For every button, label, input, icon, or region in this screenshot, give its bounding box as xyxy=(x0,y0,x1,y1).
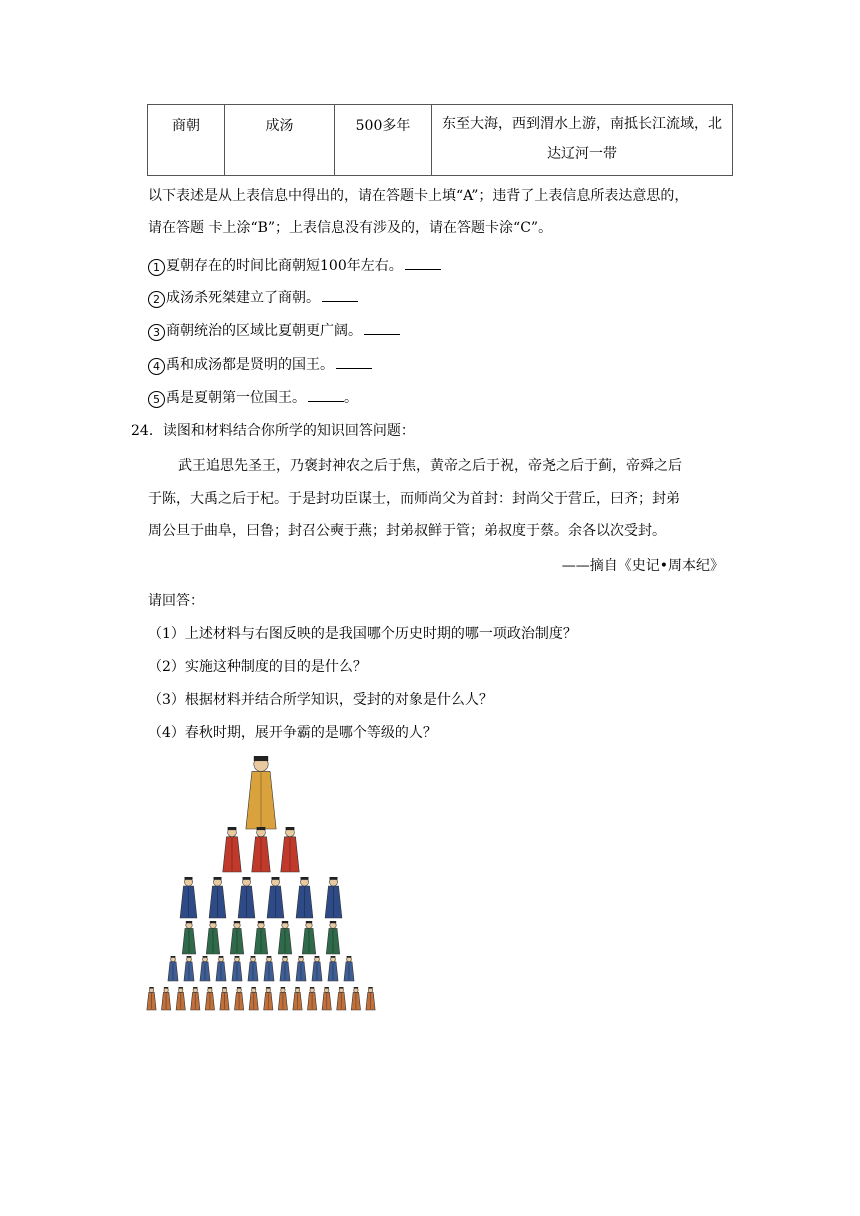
pyramid-figure-tier-2 xyxy=(223,827,241,872)
pyramid-figure-tier-4 xyxy=(206,921,219,954)
pyramid-figure-tier-5 xyxy=(328,956,338,981)
territory-cell xyxy=(432,105,733,176)
number-circle-4: 4 xyxy=(148,358,165,375)
sub-question-4: （4）春秋时期，展开争霸的是哪个等级的人？ xyxy=(148,725,437,741)
number-circle-1: 1 xyxy=(148,259,165,276)
answer-blank-5[interactable] xyxy=(308,388,344,402)
pyramid-figure-tier-4 xyxy=(230,921,243,954)
answer-blank-2[interactable] xyxy=(322,288,358,302)
number-circle-3: 3 xyxy=(148,324,165,341)
pyramid-figure-tier-5 xyxy=(280,956,290,981)
dynasty-table xyxy=(147,104,733,176)
pyramid-figure-tier-6 xyxy=(278,987,287,1010)
pyramid-figure-tier-3 xyxy=(238,877,255,918)
instruction-line-1: 以下表述是从上表信息中得出的，请在答题卡上填“A”；违背了上表信息所表达意思的， xyxy=(148,188,689,204)
pyramid-figure-tier-6 xyxy=(161,987,170,1010)
pyramid-figure-tier-6 xyxy=(249,987,258,1010)
statement-4-text: 禹和成汤都是贤明的国王。 xyxy=(166,357,334,373)
pyramid-figure-tier-4 xyxy=(302,921,315,954)
table-row xyxy=(148,105,733,176)
statement-2 xyxy=(148,288,358,308)
sub-question-1: （1）上述材料与右图反映的是我国哪个历史时期的哪一项政治制度？ xyxy=(148,626,577,642)
pyramid-figure-tier-6 xyxy=(147,987,156,1010)
statement-1 xyxy=(148,256,441,276)
pyramid-figure-tier-6 xyxy=(337,987,346,1010)
pyramid-figure-tier-3 xyxy=(325,877,342,918)
pyramid-figure-tier-4 xyxy=(326,921,339,954)
territory-line-1: 东至大海，西到渭水上游，南抵长江流域，北 xyxy=(442,116,722,132)
pyramid-figure-tier-5 xyxy=(296,956,306,981)
pyramid-figure-tier-6 xyxy=(191,987,200,1010)
pyramid-figure-tier-5 xyxy=(344,956,354,981)
pyramid-figure-tier-6 xyxy=(234,987,243,1010)
territory-line-2: 达辽河一带 xyxy=(547,146,617,162)
material-line-3: 周公旦于曲阜，曰鲁；封召公奭于燕；封弟叔鲜于管；弟叔度于蔡。余各以次受封。 xyxy=(148,523,666,539)
statement-5 xyxy=(148,388,358,408)
pyramid-figure-tier-5 xyxy=(168,956,178,981)
pyramid-figure-tier-6 xyxy=(351,987,360,1010)
sub-question-3: （3）根据材料并结合所学知识，受封的对象是什么人？ xyxy=(148,692,493,708)
pyramid-figure-tier-6 xyxy=(264,987,273,1010)
founder-cell: 成汤 xyxy=(225,105,335,176)
pyramid-figure-tier-5 xyxy=(248,956,258,981)
number-circle-5: 5 xyxy=(148,391,165,408)
statement-2-text: 成汤杀死桀建立了商朝。 xyxy=(166,290,320,306)
statement-5-suffix: 。 xyxy=(344,390,358,406)
pyramid-figure-tier-5 xyxy=(200,956,210,981)
pyramid-figure-tier-4 xyxy=(278,921,291,954)
pyramid-figure-tier-6 xyxy=(322,987,331,1010)
question-24-title: 24．读图和材料结合你所学的知识回答问题： xyxy=(131,423,415,439)
pyramid-figure-tier-5 xyxy=(264,956,274,981)
duration-cell: 500多年 xyxy=(335,105,432,176)
number-circle-2: 2 xyxy=(148,291,165,308)
pyramid-figure-tier-5 xyxy=(216,956,226,981)
pyramid-figure-tier-6 xyxy=(307,987,316,1010)
dynasty-cell: 商朝 xyxy=(148,105,225,176)
instruction-line-2: 请在答题 卡上涂“B”；上表信息没有涉及的，请在答题卡涂“C”。 xyxy=(148,220,553,236)
material-line-2: 于陈，大禹之后于杞。于是封功臣谋士，而师尚父为首封：封尚父于营丘，曰齐；封弟 xyxy=(148,491,680,507)
pyramid-figure-tier-5 xyxy=(312,956,322,981)
answer-blank-3[interactable] xyxy=(364,321,400,335)
material-line-1: 武王追思先圣王，乃褒封神农之后于焦，黄帝之后于祝，帝尧之后于蓟，帝舜之后 xyxy=(178,458,682,474)
pyramid-figure-tier-2 xyxy=(281,827,299,872)
enfeoffment-pyramid-image xyxy=(145,755,385,1015)
answer-blank-1[interactable] xyxy=(405,256,441,270)
pyramid-figure-tier-3 xyxy=(209,877,226,918)
sub-question-2: （2）实施这种制度的目的是什么？ xyxy=(148,659,367,675)
statement-1-text: 夏朝存在的时间比商朝短100年左右。 xyxy=(166,258,403,274)
pyramid-figure-tier-6 xyxy=(205,987,214,1010)
material-source: ——摘自《史记•周本纪》 xyxy=(561,558,724,574)
statement-5-text: 禹是夏朝第一位国王。 xyxy=(166,390,306,406)
answer-blank-4[interactable] xyxy=(336,355,372,369)
statement-3-text: 商朝统治的区域比夏朝更广阔。 xyxy=(166,323,362,339)
pyramid-figure-tier-3 xyxy=(267,877,284,918)
pyramid-figure-tier-3 xyxy=(296,877,313,918)
answer-prompt: 请回答： xyxy=(148,593,204,609)
pyramid-figure-tier-1 xyxy=(246,756,276,829)
pyramid-figure-tier-6 xyxy=(176,987,185,1010)
statement-4 xyxy=(148,355,372,375)
pyramid-figure-tier-6 xyxy=(366,987,375,1010)
pyramid-figure-tier-3 xyxy=(180,877,197,918)
pyramid-figure-tier-6 xyxy=(293,987,302,1010)
pyramid-figure-tier-6 xyxy=(220,987,229,1010)
pyramid-figure-tier-5 xyxy=(184,956,194,981)
pyramid-figure-tier-2 xyxy=(252,827,270,872)
pyramid-figure-tier-4 xyxy=(182,921,195,954)
statement-3 xyxy=(148,321,400,341)
pyramid-figure-tier-4 xyxy=(254,921,267,954)
pyramid-figure-tier-5 xyxy=(232,956,242,981)
